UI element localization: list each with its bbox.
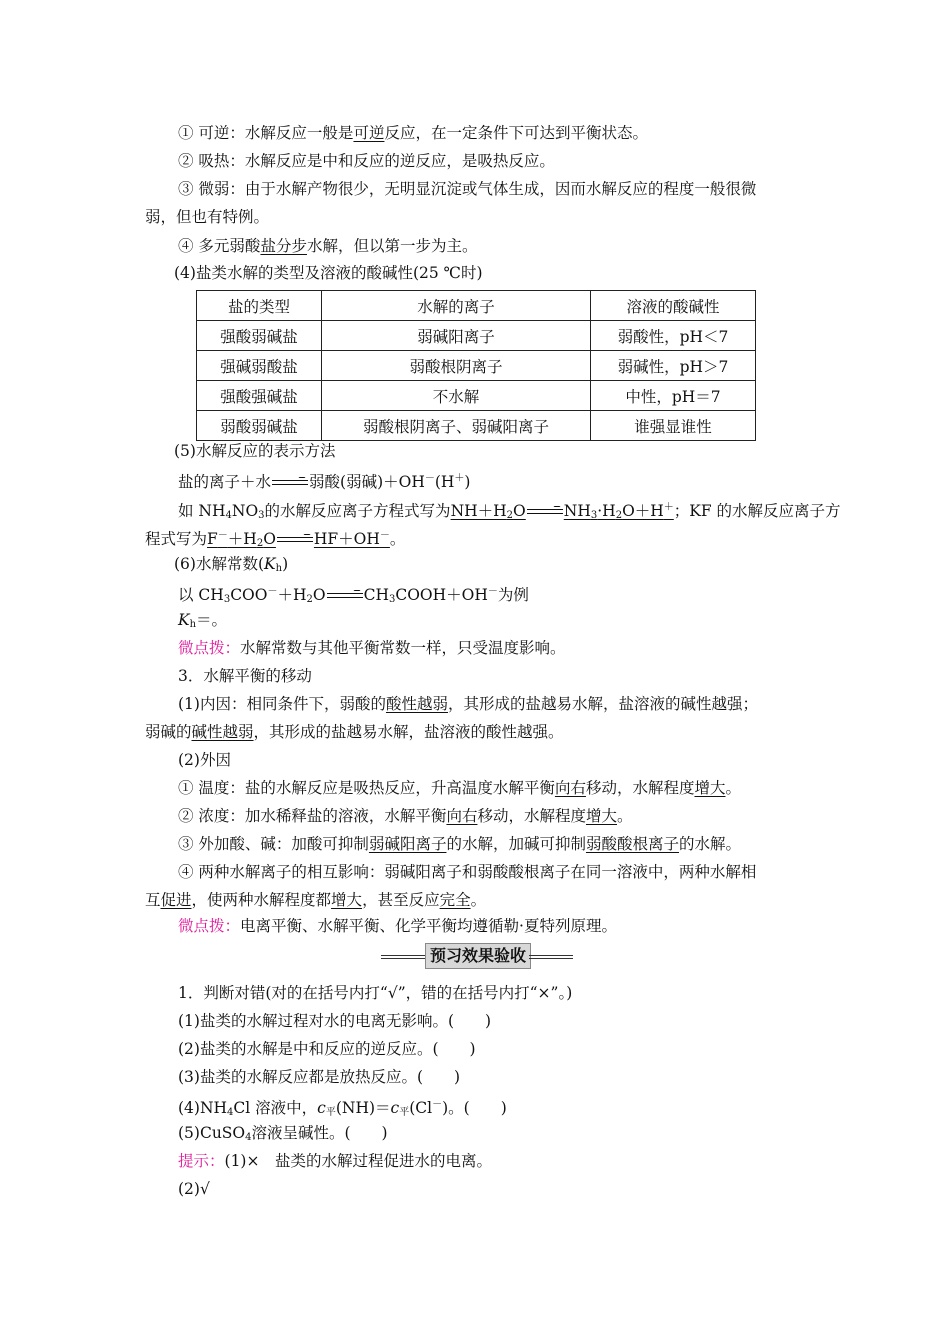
text: 移动，水解程度	[477, 807, 586, 825]
text: c	[390, 1099, 400, 1117]
answer-blank: 弱酸酸根离子	[585, 835, 679, 853]
table-cell: 谁强显谁性	[591, 411, 756, 441]
answer-blank	[207, 530, 276, 548]
subscript: 3	[388, 594, 396, 605]
tip-1	[178, 637, 838, 659]
table-row	[197, 351, 756, 381]
answer-blank	[451, 502, 526, 520]
equilibrium-arrow-icon	[527, 507, 563, 517]
text: (H	[434, 473, 455, 491]
answer-blank: 增大	[694, 779, 726, 797]
answer-blank: 增大	[331, 891, 363, 909]
text: NH	[563, 502, 591, 520]
answer-blank: 完全	[439, 891, 471, 909]
hint-1	[178, 1150, 838, 1172]
text: CH	[363, 586, 389, 604]
equilibrium-arrow-icon	[327, 591, 363, 601]
text: (4)NH	[178, 1099, 228, 1117]
text: 的水解。	[678, 835, 741, 853]
text: ；KF 的水解反应离子方	[673, 502, 841, 520]
table-row	[197, 411, 756, 441]
subscript: h	[189, 619, 197, 630]
general-equation	[178, 468, 838, 493]
table-cell: 弱酸弱碱盐	[197, 411, 322, 441]
factor-mutual-line2	[145, 889, 805, 911]
kh-example	[178, 581, 838, 611]
factor-acid-base	[178, 833, 838, 855]
text: ＋H	[277, 586, 307, 604]
answer-blank: 分步	[275, 237, 307, 255]
text: (NH)＝	[335, 1099, 391, 1117]
text: COOH＋OH	[395, 586, 488, 604]
superscript: －	[487, 586, 498, 597]
text: 移动，水解程度	[585, 779, 695, 797]
answer-blank: 盐	[260, 237, 276, 255]
superscript: －	[379, 530, 390, 541]
answer-blank	[314, 530, 390, 548]
text: ＝。	[196, 611, 228, 629]
internal-cause-line2	[145, 721, 805, 743]
text: 互	[145, 891, 161, 909]
text: 电离平衡、水解平衡、化学平衡均遵循勒·夏特列原理。	[240, 917, 617, 935]
text: 的水解反应离子方程式写为	[264, 502, 451, 520]
table-cell: 强碱弱酸盐	[197, 351, 322, 381]
table-cell: 强酸弱碱盐	[197, 321, 322, 351]
text: 的水解，加碱可抑制	[446, 835, 586, 853]
text: HF＋OH	[313, 530, 380, 548]
text: 反应，在一定条件下可达到平衡状态。	[384, 124, 648, 142]
equilibrium-arrow-icon	[277, 535, 313, 545]
answer-blank: 促进	[160, 891, 192, 909]
text: ④ 多元弱酸	[178, 237, 261, 255]
section-4-title: (4)盐类水解的类型及溶液的酸碱性(25 ℃时)	[174, 264, 483, 282]
char-endothermic: ② 吸热：水解反应是中和反应的逆反应，是吸热反应。	[178, 152, 555, 170]
quiz-item-1: (1)盐类的水解过程对水的电离无影响。( )	[178, 1012, 492, 1030]
section-5-title: (5)水解反应的表示方法	[174, 442, 336, 460]
table-cell: 弱酸性，pH＜7	[591, 321, 756, 351]
hint-2: (2)√	[178, 1180, 210, 1198]
quiz-question: 1．判断对错(对的在括号内打“√”，错的在括号内打“×”。)	[178, 984, 573, 1002]
subscript: 3	[223, 594, 231, 605]
kh-expression	[178, 609, 838, 636]
text: ① 温度：盐的水解反应是吸热反应，升高温度水解平衡	[178, 779, 555, 797]
table-cell: 弱碱阳离子	[322, 321, 591, 351]
table-header-cell: 盐的类型	[197, 291, 322, 321]
banner-rule-left	[381, 955, 425, 959]
char-weak-line1: ③ 微弱：由于水解产物很少，无明显沉淀或气体生成，因而水解反应的程度一般很微	[178, 180, 757, 198]
text: 以 CH	[178, 586, 224, 604]
char-reversible	[178, 122, 838, 144]
table-row	[197, 321, 756, 351]
answer-blank: 向右	[446, 807, 478, 825]
subscript: 4	[245, 1132, 252, 1143]
text: ② 浓度：加水稀释盐的溶液，水解平衡	[178, 807, 447, 825]
quiz-item-4	[178, 1094, 838, 1124]
subscript: 2	[256, 538, 264, 549]
text: 溶液呈碱性。( )	[251, 1124, 388, 1142]
answer-blank: 增大	[585, 807, 617, 825]
hydrolysis-table	[196, 290, 756, 441]
text: 水解，但以第一步为主。	[306, 237, 478, 255]
text: ① 可逆：水解反应一般是	[178, 124, 354, 142]
equilibrium-arrow-icon	[272, 478, 308, 488]
section-3-title: 3．水解平衡的移动	[178, 667, 312, 685]
text: 。	[389, 530, 406, 548]
internal-cause-line1	[178, 693, 838, 715]
superscript: －	[432, 1099, 443, 1110]
subscript: h	[275, 563, 283, 574]
text: 。	[725, 779, 741, 797]
text: )	[464, 473, 471, 491]
subscript: 3	[590, 510, 598, 521]
example-kf	[145, 525, 805, 555]
text: 。	[616, 807, 633, 825]
answer-blank: 弱碱阳离子	[368, 835, 447, 853]
text: (5)CuSO	[178, 1124, 246, 1142]
text: 盐的离子＋水	[178, 473, 272, 491]
table-cell: 弱酸根阴离子、弱碱阳离子	[322, 411, 591, 441]
text: NO	[231, 502, 259, 520]
text: F	[207, 530, 218, 548]
superscript: ＋	[663, 502, 674, 513]
superscript: －	[217, 530, 228, 541]
subscript: 平	[399, 1107, 410, 1118]
text: 弱酸(弱碱)＋OH	[309, 473, 425, 491]
tip-label: 微点拨：	[178, 917, 241, 935]
superscript: －	[267, 586, 278, 597]
text: ，其形成的盐越易水解，盐溶液的酸性越强。	[253, 723, 564, 741]
tip-label: 微点拨：	[178, 639, 241, 657]
text: ③ 外加酸、碱：加酸可抑制	[178, 835, 369, 853]
text: O＋H	[622, 502, 664, 520]
text: O	[263, 530, 276, 548]
text: 水解常数与其他平衡常数一样，只受温度影响。	[240, 639, 566, 657]
table-cell: 强酸强碱盐	[197, 381, 322, 411]
text: )。( )	[442, 1099, 507, 1117]
factor-concentration	[178, 805, 838, 827]
subscript: 2	[615, 510, 623, 521]
superscript: －	[424, 473, 435, 484]
subscript: 平	[325, 1107, 336, 1118]
quiz-item-3: (3)盐类的水解反应都是放热反应。( )	[178, 1068, 461, 1086]
subscript: 4	[225, 510, 232, 521]
text: O	[312, 586, 326, 604]
text: K	[178, 611, 190, 629]
table-cell: 中性，pH＝7	[591, 381, 756, 411]
text: (6)水解常数(	[174, 555, 265, 573]
text: c	[317, 1099, 326, 1117]
text: ，甚至反应	[362, 891, 440, 909]
banner-rule-right	[529, 955, 573, 959]
subscript: 2	[306, 594, 313, 605]
table-header-cell: 溶液的酸碱性	[591, 291, 756, 321]
banner-title: 预习效果验收	[425, 943, 531, 969]
table-header-row	[197, 291, 756, 321]
char-polyprotic	[178, 235, 838, 257]
text: (1)× 盐类的水解过程促进水的电离。	[224, 1152, 492, 1170]
text: 。	[470, 891, 487, 909]
text: (1)内因：相同条件下，弱酸的	[178, 695, 386, 713]
table-header-cell: 水解的离子	[322, 291, 591, 321]
text: )	[282, 555, 289, 573]
table-cell: 弱酸根阴离子	[322, 351, 591, 381]
hint-label: 提示：	[178, 1152, 225, 1170]
text: ，使两种水解程度都	[191, 891, 332, 909]
factor-temperature	[178, 777, 838, 799]
tip-2	[178, 915, 838, 937]
text: 弱碱的	[145, 723, 192, 741]
table-cell: 弱碱性，pH＞7	[591, 351, 756, 381]
table-row	[197, 381, 756, 411]
answer-blank	[564, 502, 674, 520]
text: NH＋H	[450, 502, 507, 520]
text: 程式写为	[145, 530, 208, 548]
text: ，其形成的盐越易水解，盐溶液的碱性越强；	[447, 695, 758, 713]
quiz-item-5	[178, 1122, 838, 1149]
text: ·H	[597, 502, 616, 520]
superscript: ＋	[454, 473, 465, 484]
text: 如 NH	[178, 502, 226, 520]
section-6-title	[174, 553, 834, 580]
char-weak-line2: 弱，但也有特例。	[145, 208, 270, 226]
text: COO	[230, 586, 268, 604]
text: O	[513, 502, 526, 520]
text: ＋H	[227, 530, 257, 548]
quiz-item-2: (2)盐类的水解是中和反应的逆反应。( )	[178, 1040, 476, 1058]
external-cause-title: (2)外因	[178, 751, 231, 769]
text: K	[264, 555, 276, 573]
text: (Cl	[409, 1099, 433, 1117]
subscript: 3	[258, 510, 265, 521]
factor-mutual-line1: ④ 两种水解离子的相互影响：弱碱阳离子和弱酸酸根离子在同一溶液中，两种水解相	[178, 863, 757, 881]
subscript: 4	[227, 1107, 234, 1118]
section-banner	[381, 943, 573, 969]
answer-blank: 向右	[554, 779, 586, 797]
table-cell: 不水解	[322, 381, 591, 411]
example-nh4no3	[178, 497, 841, 527]
answer-blank: 酸性越弱	[385, 695, 448, 713]
text: Cl 溶液中，	[233, 1099, 318, 1117]
answer-blank: 可逆	[353, 124, 385, 142]
answer-blank: 碱性越弱	[191, 723, 254, 741]
subscript: 2	[506, 510, 514, 521]
text: 为例	[497, 586, 529, 604]
